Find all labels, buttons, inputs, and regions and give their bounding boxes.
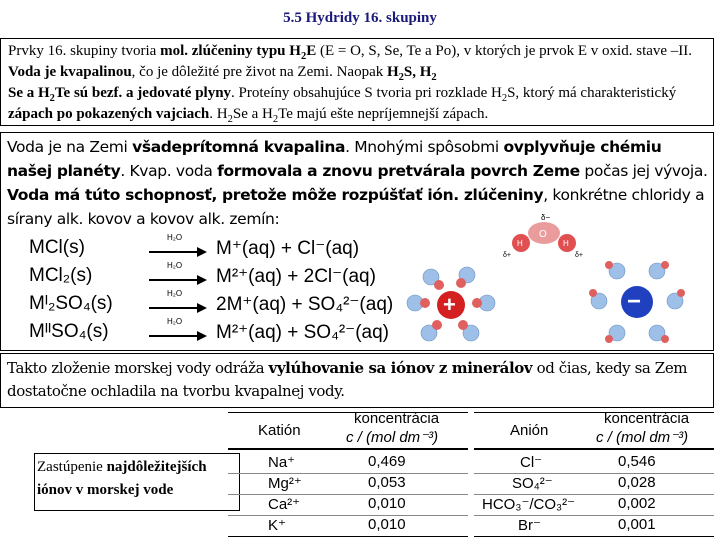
water-molecule-icon — [501, 211, 587, 259]
svg-text:δ+: δ+ — [575, 252, 583, 259]
intro-paragraph: Prvky 16. skupiny tvoria mol. zlúčeniny typu $H_2E$ (E = O, S, Se, Te a Po), v ktorých je prvok E v oxid. stave –II. Voda je kvapalinou, čo je dôležité pre život na Zemi. Naopak $H_2S$, $H_2$ Se a $H_2Te$ sú bezf. a jedovaté plyny. Proteíny obsahujúce S tvoria pri rozklade $H_2S$, ktorý má charakteristický zápach po pokazených vajciach. $H_2Se$ a $H_2Te$ majú ešte nepríjemnejší zápach. — [0, 38, 714, 126]
anion-header: Anión — [510, 422, 549, 439]
cation-conc: 0,053 — [368, 474, 406, 491]
equation-3: Mᴵ₂SO₄(s) H₂O 2M⁺(aq) + SO₄²⁻(aq) — [29, 289, 394, 315]
anion-conc-header: koncentrácia — [604, 410, 690, 427]
arrow-icon — [147, 295, 209, 317]
svg-text:δ+: δ+ — [503, 252, 511, 259]
hydrated-cation-icon — [401, 263, 501, 349]
water-paragraph: Voda je na Zemi všadeprítomná kvapalina. Mnohými spôsobmi ovplyvňuje chémiu našej planéty. Kvap. voda formovala a znovu pretvárala povrch Zeme počas jej vývoja. Voda má túto schopnosť, pretože môže rozpúšťať ión. zlúčeniny, konkrétne chloridy a sírany alk. kovov a kovov alk. zemín: — [7, 138, 708, 228]
arrow-icon — [147, 267, 209, 289]
anion-conc: 0,002 — [618, 495, 656, 512]
svg-text:+: + — [443, 292, 456, 317]
cation-ion: Ca²⁺ — [268, 496, 301, 513]
equation-4: MᴵᴵSO₄(s) H₂O M²⁺(aq) + SO₄²⁻(aq) — [29, 317, 389, 343]
cation-conc-header: koncentrácia — [354, 410, 440, 427]
seawater-paragraph: Takto zloženie morskej vody odráža vylúhovanie sa iónov z minerálov od čias, kedy sa Zem dostatočne ochladila na tvorbu kvapalnej vody. — [0, 353, 714, 408]
arrow-icon — [147, 239, 209, 261]
cation-conc: 0,469 — [368, 453, 406, 470]
anion-conc-unit: c / (mol dm⁻³) — [596, 429, 689, 446]
anion-conc: 0,001 — [618, 516, 656, 533]
cation-conc: 0,010 — [368, 495, 406, 512]
anion-conc: 0,028 — [618, 474, 656, 491]
hydrated-anion-icon — [587, 257, 687, 347]
svg-text:−: − — [627, 288, 642, 315]
cation-ion: Na⁺ — [268, 454, 296, 471]
anion-conc: 0,546 — [618, 453, 656, 470]
anion-ion: Cl⁻ — [520, 454, 543, 471]
cation-ion: K⁺ — [268, 517, 286, 534]
anion-ion: HCO₃⁻/CO₃²⁻ — [482, 496, 576, 513]
water-section — [0, 132, 714, 351]
table-caption: Zastúpenie najdôležitejších iónov v morskej vode — [34, 453, 240, 511]
arrow-icon — [147, 323, 209, 345]
cation-table — [228, 410, 468, 534]
svg-text:H: H — [563, 239, 569, 248]
cation-header: Katión — [258, 422, 301, 439]
anion-table — [474, 410, 714, 534]
svg-text:O: O — [539, 229, 547, 240]
equation-1: MCl(s) H₂O M⁺(aq) + Cl⁻(aq) — [29, 233, 360, 259]
anion-ion: Br⁻ — [518, 517, 541, 534]
page-title: 5.5 Hydridy 16. skupiny — [283, 10, 437, 26]
anion-ion: SO₄²⁻ — [512, 475, 553, 492]
cation-conc-unit: c / (mol dm⁻³) — [346, 429, 439, 446]
svg-text:H: H — [517, 239, 523, 248]
cation-conc: 0,010 — [368, 516, 406, 533]
delta-minus: δ− — [541, 213, 551, 222]
equation-2: MCl₂(s) H₂O M²⁺(aq) + 2Cl⁻(aq) — [29, 261, 376, 287]
cation-ion: Mg²⁺ — [268, 475, 302, 492]
